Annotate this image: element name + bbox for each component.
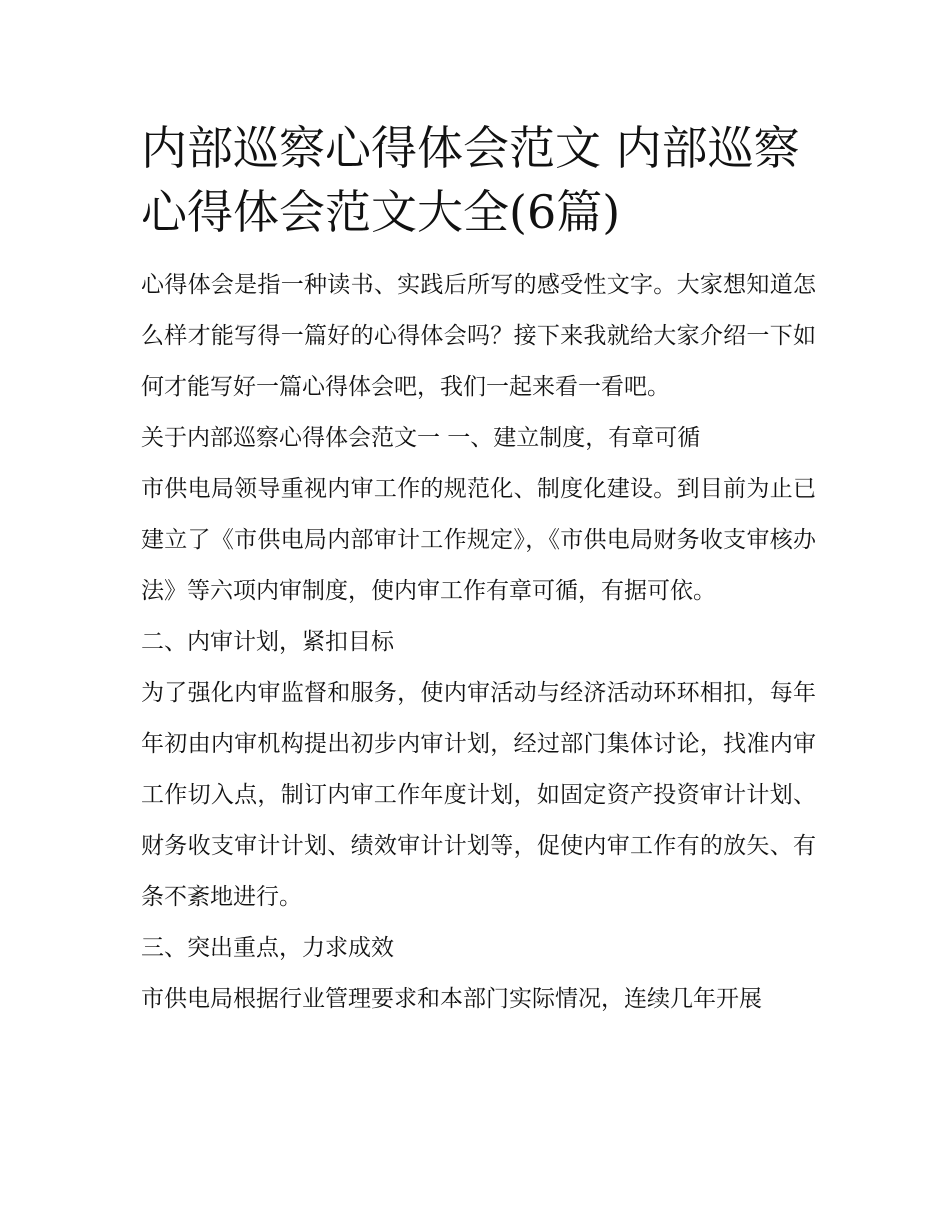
body-paragraph: 为了强化内审监督和服务，使内审活动与经济活动环环相扣，每年年初由内审机构提出初步内审计划，经过部门集体讨论，找准内审工作切入点，制订内审工作年度计划，如固定资产投资审计计划、财务收支审计计划、绩效审计计划等，促使内审工作有的放矢、有条不紊地进行。 bbox=[141, 680, 816, 910]
section-heading-1: 关于内部巡察心得体会范文一 一、建立制度，有章可循 bbox=[141, 425, 701, 451]
section-heading-3: 三、突出重点，力求成效 bbox=[141, 935, 394, 961]
body-paragraph: 市供电局根据行业管理要求和本部门实际情况，连续几年开展 bbox=[141, 986, 762, 1012]
document-title: 内部巡察心得体会范文 内部巡察心得体会范文大全(6篇) bbox=[141, 121, 800, 239]
intro-paragraph: 心得体会是指一种读书、实践后所写的感受性文字。大家想知道怎么样才能写得一篇好的心得体会吗？接下来我就给大家介绍一下如何才能写好一篇心得体会吧，我们一起来看一看吧。 bbox=[141, 272, 816, 400]
section-heading-2: 二、内审计划，紧扣目标 bbox=[141, 629, 394, 655]
document-page bbox=[141, 116, 816, 1025]
body-paragraph: 市供电局领导重视内审工作的规范化、制度化建设。到目前为止已建立了《市供电局内部审计工作规定》，《市供电局财务收支审核办法》等六项内审制度，使内审工作有章可循，有据可依。 bbox=[141, 476, 816, 604]
